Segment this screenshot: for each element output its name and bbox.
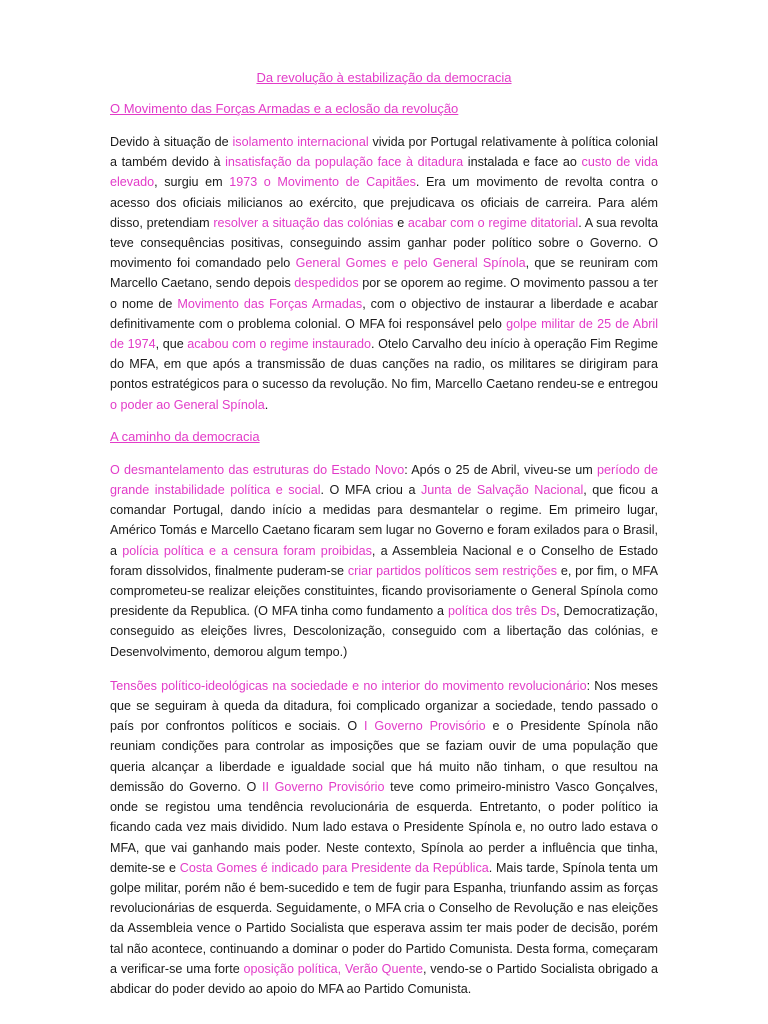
highlighted-phrase: Costa Gomes é indicado para Presidente da República xyxy=(179,860,489,875)
text-run: vivida por Portugal relativamente à política colonial a também devido à xyxy=(110,135,658,170)
text-run: . xyxy=(264,397,269,412)
text-run: . O MFA criou a xyxy=(320,483,421,498)
highlighted-phrase: resolver a situação das colónias xyxy=(213,215,394,230)
text-run: , vendo-se o Partido Socialista obrigado a abdicar do poder devido ao apoio do MFA ao Partido Comunista. xyxy=(110,961,658,996)
text-run: , que xyxy=(155,337,188,352)
text-run: , que ficou a comandar Portugal, dando início a medidas para desmantelar o regime. Em primeiro lugar, Américo Tomás e Marcello Caetano ficaram sem lugar no Governo e foram exilados para o Brasil, a xyxy=(110,483,658,558)
text-run: teve como primeiro-ministro Vasco Gonçalves, onde se registou uma tendência revolucionária de esquerda. Entretanto, o poder político ia ficando cada vez mais dividido. Num lado estava o Presidente Spínola e, no outro lado estava o MFA, que vai ganhando mais poder. Neste contexto, Spínola ao perder a influência que tinha, demite-se e xyxy=(110,779,659,875)
text-run: por se oporem ao regime. O movimento passou a ter o nome de xyxy=(110,276,658,311)
text-run: , a Assembleia Nacional e o Conselho de Estado foram dissolvidos, finalmente puderam-se xyxy=(110,543,658,578)
highlighted-phrase: período de grande instabilidade política e social xyxy=(110,462,658,498)
highlighted-phrase: General Gomes e pelo General Spínola xyxy=(295,256,526,271)
highlighted-phrase: Movimento das Forças Armadas xyxy=(177,296,363,311)
highlighted-phrase: despedidos xyxy=(294,276,359,291)
text-run: . Era um movimento de revolta contra o acesso dos oficiais milicianos ao exército, que prejudicava os oficiais de carreira. Para além disso, pretendiam xyxy=(110,175,658,230)
text-run: , que se reuniram com Marcello Caetano, sendo depois xyxy=(110,256,658,291)
paragraph-political-tensions xyxy=(110,676,658,999)
highlighted-phrase: Junta de Salvação Nacional xyxy=(421,483,584,498)
highlighted-phrase: 1973 o Movimento de Capitães xyxy=(229,175,416,190)
text-run: Devido à situação de xyxy=(110,135,233,149)
paragraph-mfa-revolution xyxy=(110,132,658,415)
highlighted-phrase: Tensões político-ideológicas na sociedade e no interior do movimento revolucionário xyxy=(110,678,587,693)
text-run: , surgiu em xyxy=(154,175,230,190)
paragraph-dismantling-estado-novo xyxy=(110,460,658,662)
highlighted-phrase: acabar com o regime ditatorial xyxy=(407,215,579,230)
highlighted-phrase: política dos três Ds xyxy=(447,604,557,619)
section-heading-democracy: A caminho da democracia xyxy=(110,428,260,444)
highlighted-phrase: polícia política e a censura foram proibidas xyxy=(122,543,372,558)
highlighted-phrase: golpe militar de 25 de Abril de 1974 xyxy=(110,316,658,352)
highlighted-phrase: O desmantelamento das estruturas do Estado Novo xyxy=(110,462,405,477)
text-run: , com o objectivo de instaurar a liberdade e acabar definitivamente com o problema colonial. O MFA foi responsável pelo xyxy=(110,296,658,331)
highlighted-phrase: oposição política, Verão Quente xyxy=(243,961,423,976)
highlighted-phrase: o poder ao General Spínola xyxy=(110,397,265,412)
text-run: e o Presidente Spínola não reuniam condições para controlar as imposições que se faziam ouvir de uma população que queria alcançar a liberdade e igualdade social que há muito não tinham, o que resultou na demissão do Governo. O xyxy=(110,719,658,794)
highlighted-phrase: custo de vida elevado xyxy=(110,155,658,190)
text-run: : Após o 25 de Abril, viveu-se um xyxy=(404,462,598,477)
highlighted-phrase: isolamento internacional xyxy=(232,135,369,149)
section-heading-mfa: O Movimento das Forças Armadas e a eclosão da revolução xyxy=(110,101,459,116)
text-run: , Democratização, conseguido as eleições livres, Descolonização, conseguido com a libertação das colónias, e Desenvolvimento, demorou algum tempo.) xyxy=(110,604,658,659)
highlighted-phrase: II Governo Provisório xyxy=(261,779,385,794)
text-run: e xyxy=(393,215,408,230)
highlighted-phrase: insatisfação da população face à ditadura xyxy=(225,155,464,170)
text-run: . Mais tarde, Spínola tenta um golpe militar, porém não é bem-sucedido e tem de fugir para Espanha, triunfando assim as forças revolucionárias de esquerda. Seguidamente, o MFA cria o Conselho de Revolução e nas eleições da Assembleia vence o Partido Socialista que esperava assim ter mais poder de decisão, porém tal não acontece, continuando a dominar o poder do Partido Comunista. Desta forma, começaram a verificar-se uma forte xyxy=(110,860,658,976)
text-run: . A sua revolta teve consequências positivas, conseguindo assim ganhar poder político sobre o Governo. O movimento foi comandado pelo xyxy=(110,215,658,271)
highlighted-phrase: acabou com o regime instaurado xyxy=(187,337,372,352)
highlighted-phrase: I Governo Provisório xyxy=(364,719,486,734)
document-title: Da revolução à estabilização da democracia xyxy=(256,70,512,85)
text-run: e, por fim, o MFA comprometeu-se realizar eleições constituintes, ficando provisoriamente o General Spínola como presidente da Republica. (O MFA tinha como fundamento a xyxy=(110,563,658,619)
highlighted-phrase: criar partidos políticos sem restrições xyxy=(347,563,558,578)
text-run: . Otelo Carvalho deu início à operação Fim Regime do MFA, em que após a transmissão de duas canções na radio, os militares se dirigiram para pontos estratégicos para o sucesso da revolução. No fim, Marcello Caetano rendeu-se e entregou xyxy=(110,337,658,392)
text-run: instalada e face ao xyxy=(463,155,582,170)
text-run: : Nos meses que se seguiram à queda da ditadura, foi complicado organizar a sociedade, tendo passado o país por confrontos políticos e sociais. O xyxy=(110,678,658,734)
